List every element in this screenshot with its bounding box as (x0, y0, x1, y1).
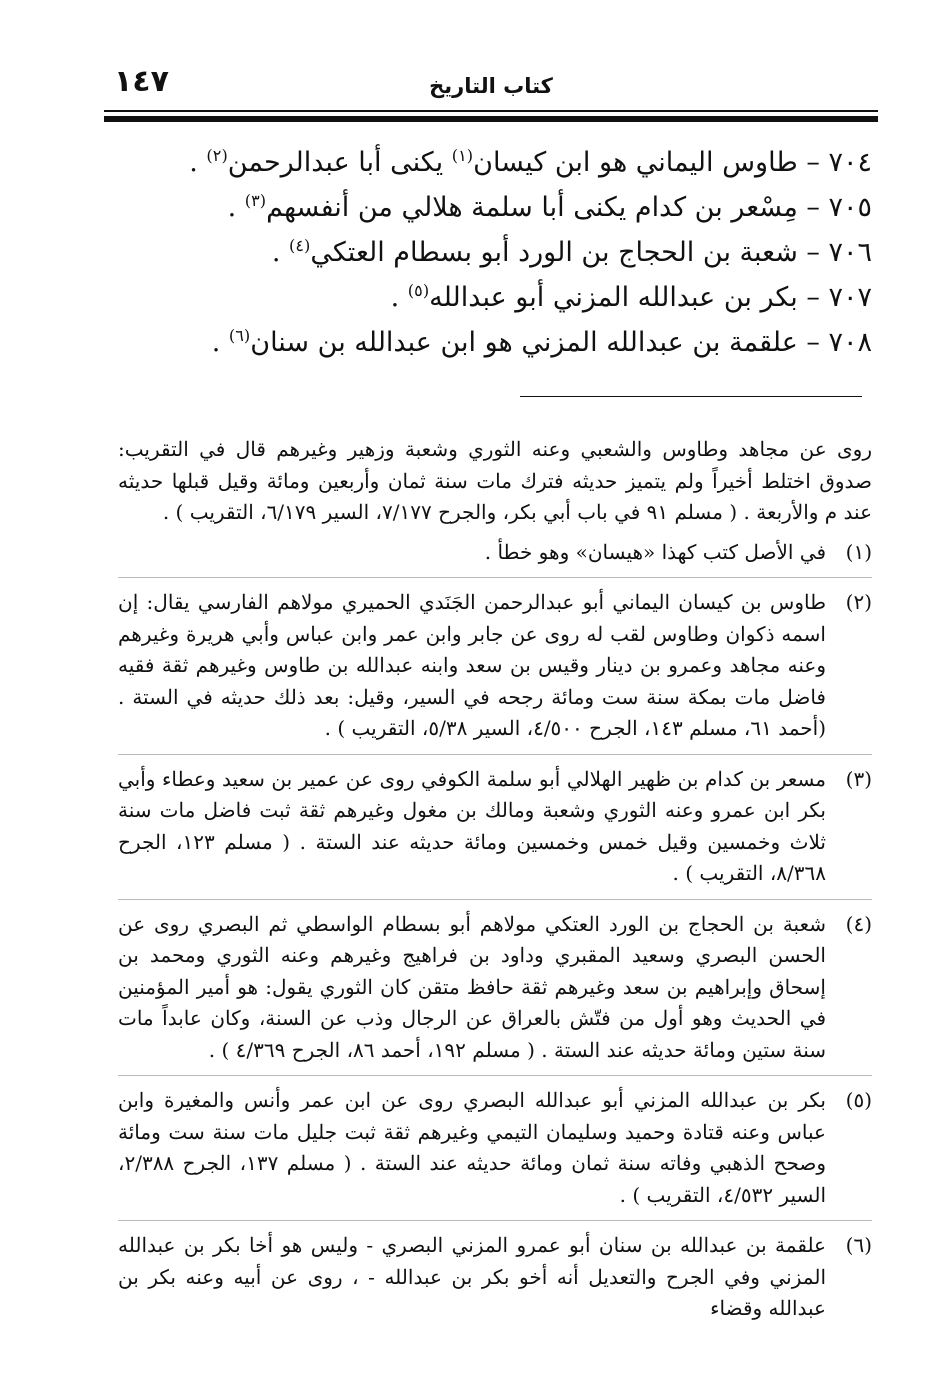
entries-list (120, 140, 872, 365)
footnote-separator (118, 577, 872, 578)
entry: ٧٠٥ – مِسْعر بن كدام يكنى أبا سلمة هلالي من أنفسهم$^{(٣)}$ . (227, 191, 872, 223)
footnote-ref[interactable]: (٦) (228, 326, 251, 345)
footnote-number: (٥) (845, 1088, 872, 1112)
footnote-separator (118, 754, 872, 755)
footnote-separator (118, 1075, 872, 1076)
footnote-ref[interactable]: (١) (451, 146, 474, 165)
footnote-number: (٢) (845, 590, 872, 614)
footnotes (118, 434, 872, 1334)
header-rule (104, 116, 878, 122)
footnote: (٥) بكر بن عبدالله المزني أبو عبدالله البصري روى عن ابن عمر وأنس والمغيرة وابن عباس وعنه قتادة وحميد وسليمان التيمي وغيرهم ثقة ثبت جليل مات سنة ست ومائة وصحح الذهبي وفاته سنة ثمان ومائة حديثه عند الستة . ( مسلم ١٣٧، الجرح ٢/٣٨٨، السير ٤/٥٣٢، التقريب ) . (118, 1085, 872, 1211)
footnote-continuation: روى عن مجاهد وطاوس والشعبي وعنه الثوري وشعبة وزهير وغيرهم قال في التقريب: صدوق اختلط أخيراً ولم يتميز حديثه فترك مات سنة ثمان وأربعين ومائة وقيل قبلها حديثه عند م والأربعة . ( مسلم ٩١ في باب أبي بكر، والجرح ٧/١٧٧، السير ٦/١٧٩، التقريب ) . (118, 437, 872, 524)
running-title: كتاب التاريخ (429, 74, 553, 98)
page-number: ١٤٧ (114, 64, 169, 99)
footnote-ref[interactable]: (٢) (206, 146, 228, 165)
footnote-ref[interactable]: (٤) (289, 236, 311, 255)
footnote-number: (٤) (845, 911, 872, 936)
footnote-number: (٣) (845, 766, 872, 791)
footnote: (٢) طاوس بن كيسان اليماني أبو عبدالرحمن الجَنَدي الحميري مولاهم الفارسي يقال: إن اسمه ذكوان وطاوس لقب له روى عن جابر وابن عمر وابن عباس وأبي هريرة وغيرهم وعنه مجاهد وعمرو بن دينار وقيس بن سعد وابنه عبدالله بن طاوس وغيرهم ثقة فقيه فاضل مات بمكة سنة ست ومائة رجحه في السير، وقيل: بعد ذلك حديثه في الستة . (أحمد ٦١، مسلم ١٤٣، الجرح ٤/٥٠٠، السير ٥/٣٨، التقريب ) . (118, 587, 872, 745)
footnote-separator (118, 1220, 872, 1221)
footnote-divider (520, 396, 862, 397)
footnote-ref[interactable]: (٣) (244, 191, 267, 210)
page-header (104, 60, 878, 112)
footnote-ref[interactable]: (٥) (407, 281, 430, 300)
footnote-number: (٦) (845, 1233, 872, 1257)
footnote: (٣) مسعر بن كدام بن ظهير الهلالي أبو سلمة الكوفي روى عن عمير بن سعيد وعطاء وأبي بكر ابن عمرو وعنه الثوري وشعبة ومالك بن مغول وغيرهم ثقة ثبت فاضل مات سنة ثلاث وخمسين وقيل خمس وخمسين ومائة حديثه عند الستة . ( مسلم ١٢٣، الجرح ٨/٣٦٨، التقريب ) . (118, 764, 872, 890)
entry: ٧٠٨ – علقمة بن عبدالله المزني هو ابن عبدالله بن سنان$^{(٦)}$ . (211, 326, 872, 358)
footnote-number: (١) (845, 539, 872, 564)
footnote: (٤) شعبة بن الحجاج بن الورد العتكي مولاهم أبو بسطام الواسطي ثم البصري روى عن الحسن البصري وسعيد المقبري وداود بن فراهيج وغيرهم وعنه الثوري ومحمد بن إسحاق وإبراهيم بن سعد وغيرهم ثقة حافظ متقن كان الثوري يقول: هو أمير المؤمنين في الحديث وهو أول من فتّش بالعراق عن الرجال وذب عن السنة، وكان عابداً مات سنة ستين ومائة حديثه عند الستة . ( مسلم ١٩٢، أحمد ٨٦، الجرح ٤/٣٦٩ ) . (118, 909, 872, 1067)
entry: ٧٠٧ – بكر بن عبدالله المزني أبو عبدالله$^{(٥)}$ . (390, 281, 872, 313)
footnote-separator (118, 899, 872, 900)
entry: ٧٠٦ – شعبة بن الحجاج بن الورد أبو بسطام العتكي$^{(٤)}$ . (271, 236, 872, 268)
footnote: (٦) علقمة بن عبدالله بن سنان أبو عمرو المزني البصري - وليس هو أخا بكر بن عبدالله المزني وفي الجرح والتعديل أنه أخو بكر بن عبدالله - ، روى عن أبيه وعنه بكر بن عبدالله وقضاء (118, 1230, 872, 1325)
footnote: (١) في الأصل كتب كهذا «هيسان» وهو خطأ . (118, 537, 872, 569)
entry: ٧٠٤ – طاوس اليماني هو ابن كيسان$^{(١)}$ يكنى أبا عبدالرحمن$^{(٢)}$ . (189, 146, 872, 178)
